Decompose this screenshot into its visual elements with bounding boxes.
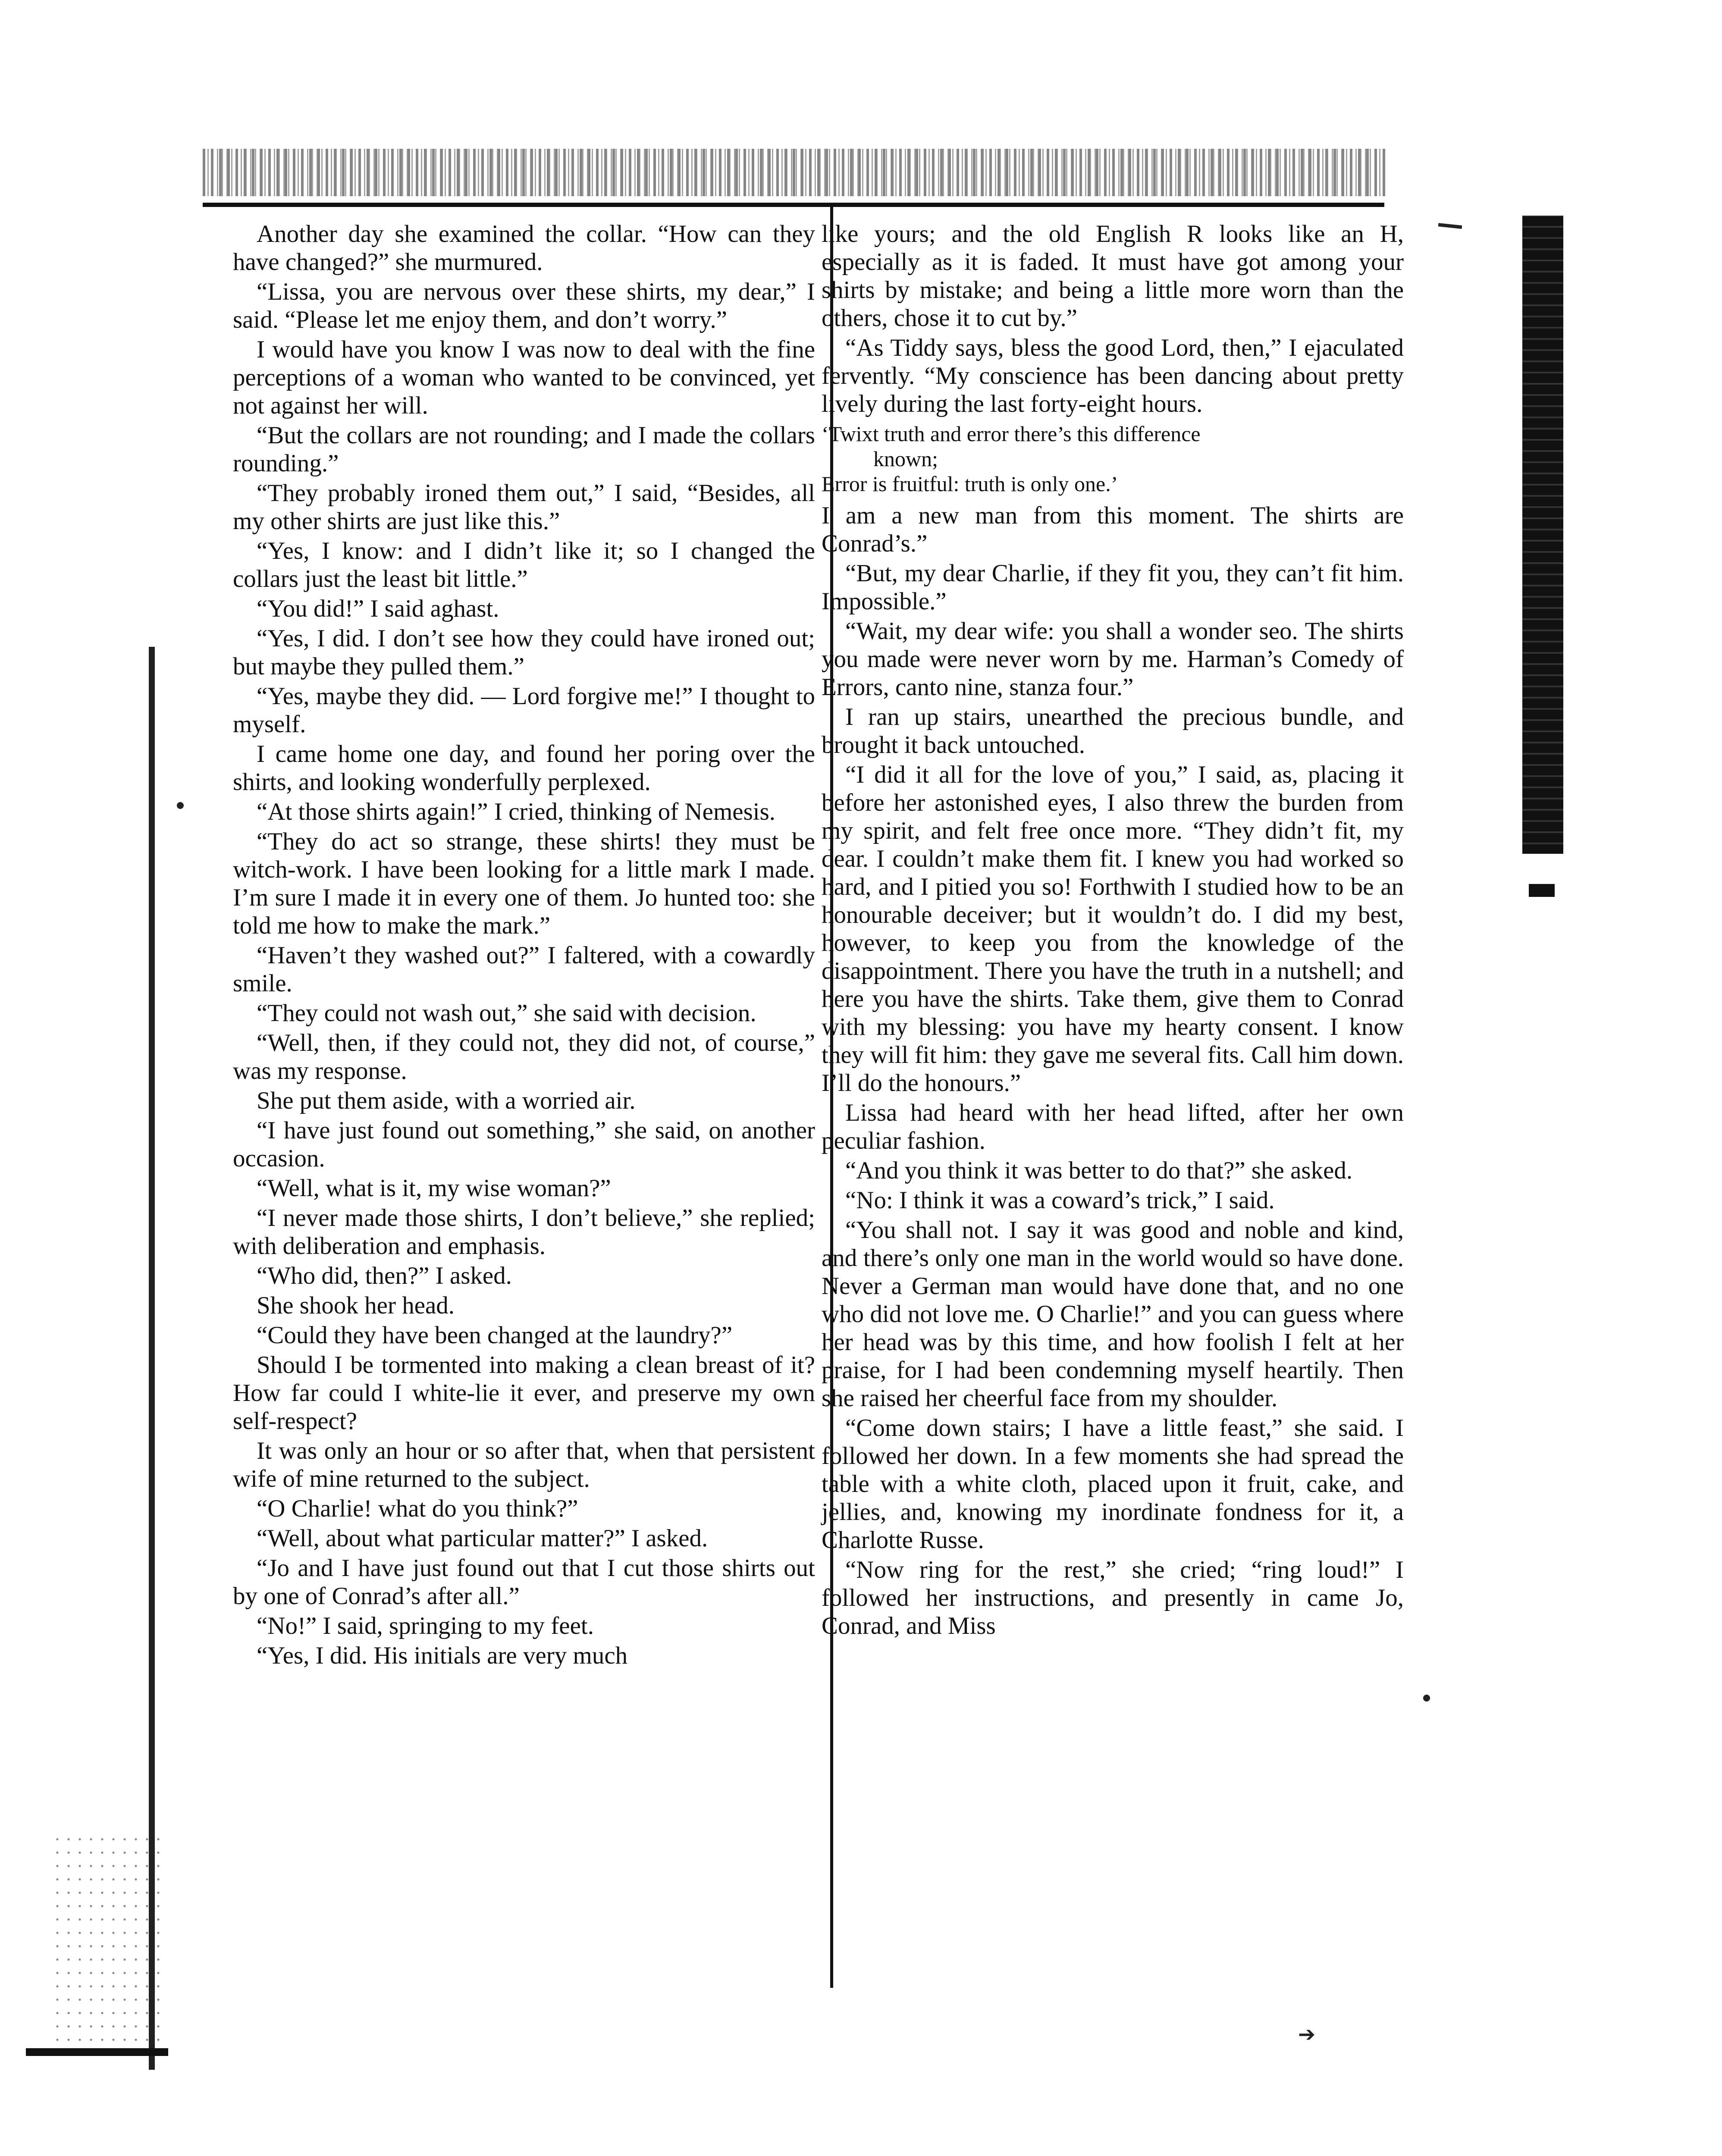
paragraph: “Wait, my dear wife: you shall a wonder seo. The shirts you made were never worn by me. Harman’s Comedy of Errors, canto nine, stanza four.”: [822, 617, 1404, 701]
verse-line: ‘Twixt truth and error there’s this difference: [822, 422, 1201, 446]
paragraph: Should I be tormented into making a clean breast of it? How far could I white-lie it ever, and preserve my own self-respect?: [233, 1351, 815, 1435]
scan-right-bar: [1522, 216, 1563, 854]
paragraph: “Haven’t they washed out?” I faltered, with a cowardly smile.: [233, 942, 815, 997]
paragraph: “As Tiddy says, bless the good Lord, then,” I ejaculated fervently. “My conscience has been dancing about pretty lively during the last forty-eight hours.: [822, 334, 1404, 417]
paragraph: “Yes, maybe they did. — Lord forgive me!” I thought to myself.: [233, 683, 815, 738]
paragraph: “O Charlie! what do you think?”: [257, 1495, 578, 1522]
paragraph: “They probably ironed them out,” I said, “Besides, all my other shirts are just like this.”: [233, 479, 815, 535]
paragraph: “And you think it was better to do that?” she asked.: [845, 1157, 1353, 1184]
margin-mark: [1438, 223, 1462, 229]
verse-line: known;: [873, 447, 938, 471]
paragraph: Another day she examined the collar. “How can they have changed?” she murmured.: [233, 220, 815, 276]
paragraph: She shook her head.: [257, 1292, 455, 1319]
paragraph: “Yes, I did. His initials are very much: [257, 1642, 628, 1669]
paragraph: “I have just found out something,” she said, on another occasion.: [233, 1117, 815, 1172]
paragraph: She put them aside, with a worried air.: [257, 1087, 636, 1114]
paragraph: “Come down stairs; I have a little feast,” she said. I followed her down. In a few moments she had spread the table with a white cloth, placed upon it fruit, cake, and jellies, and, knowing my inordinate fondness for it, a Charlotte Russe.: [822, 1414, 1404, 1554]
paragraph: “I never made those shirts, I don’t believe,” she replied; with deliberation and emphasis.: [233, 1204, 815, 1260]
paragraph: “Well, what is it, my wise woman?”: [257, 1175, 611, 1202]
paragraph: “But the collars are not rounding; and I made the collars rounding.”: [233, 422, 815, 477]
right-column: [822, 220, 1404, 1642]
verse-quote: [822, 421, 1404, 496]
paragraph: like yours; and the old English R looks like an H, especially as it is faded. It must have got among your shirts by mistake; and being a little more worn than the others, chose it to cut by.”: [822, 220, 1404, 332]
paragraph: I am a new man from this moment. The shirts are Conrad’s.”: [822, 502, 1404, 557]
left-column: [233, 220, 815, 1671]
paragraph: “You did!” I said aghast.: [257, 595, 499, 622]
paragraph: I ran up stairs, unearthed the precious bundle, and brought it back untouched.: [822, 703, 1404, 758]
paragraph: Lissa had heard with her head lifted, after her own peculiar fashion.: [822, 1099, 1404, 1154]
header-noise-band: [203, 149, 1389, 196]
paragraph: “But, my dear Charlie, if they fit you, they can’t fit him. Impossible.”: [822, 560, 1404, 615]
paragraph: “I did it all for the love of you,” I said, as, placing it before her astonished eyes, I also threw the burden from my spirit, and felt free once more. “They didn’t fit, my dear. I couldn’t make them fit. I knew you had worked so hard, and I pitied you so! Forthwith I studied how to be an honourable deceiver; but it wouldn’t do. I did my best, however, to keep you from the knowledge of the disappointment. There you have the truth in a nutshell; and here you have the shirts. Take them, give them to Conrad with my blessing: you have my hearty consent. I know they will fit him: they gave me several fits. Call him down. I’ll do the honours.”: [822, 761, 1404, 1097]
paragraph: “Could they have been changed at the laundry?”: [257, 1322, 733, 1349]
paragraph: “Yes, I know: and I didn’t like it; so I changed the collars just the least bit little.”: [233, 537, 815, 592]
scan-foot-rule: [26, 2048, 168, 2056]
paragraph: “Lissa, you are nervous over these shirts, my dear,” I said. “Please let me enjoy them, and don’t worry.”: [233, 278, 815, 333]
paragraph: I came home one day, and found her poring over the shirts, and looking wonderfully perplexed.: [233, 740, 815, 796]
paragraph: “Jo and I have just found out that I cut those shirts out by one of Conrad’s after all.”: [233, 1554, 815, 1610]
paragraph: “You shall not. I say it was good and noble and kind, and there’s only one man in the world would so have done. Never a German man would have done that, and no one who did not love me. O Charlie!” and you can guess where her head was by this time, and how foolish I felt at her praise, for I had been condemning myself heartily. Then she raised her cheerful face from my shoulder.: [822, 1216, 1404, 1412]
paragraph: “Well, then, if they could not, they did not, of course,” was my response.: [233, 1029, 815, 1084]
paragraph: I would have you know I was now to deal with the fine perceptions of a woman who wanted to be convinced, yet not against her will.: [233, 336, 815, 419]
scan-arrow-mark: ➔: [1298, 2023, 1316, 2046]
scan-right-tick: [1529, 884, 1555, 897]
header-rule: [203, 203, 1384, 207]
paragraph: “They do act so strange, these shirts! they must be witch-work. I have been looking for a little mark I made. I’m sure I made it in every one of them. Jo hunted too: she told me how to make the mark.”: [233, 828, 815, 939]
scan-dot: [1423, 1695, 1430, 1702]
paragraph: “Who did, then?” I asked.: [257, 1262, 512, 1289]
scan-dot: [177, 802, 184, 809]
paragraph: “Now ring for the rest,” she cried; “ring loud!” I followed her instructions, and presently in came Jo, Conrad, and Miss: [822, 1556, 1404, 1639]
paragraph: “They could not wash out,” she said with decision.: [257, 1000, 756, 1027]
paragraph: It was only an hour or so after that, when that persistent wife of mine returned to the subject.: [233, 1437, 815, 1492]
scan-noise-specks: [52, 1833, 164, 2057]
paragraph: “No: I think it was a coward’s trick,” I said.: [845, 1187, 1275, 1214]
verse-line: Error is fruitful: truth is only one.’: [822, 472, 1118, 496]
paragraph: “No!” I said, springing to my feet.: [257, 1612, 594, 1639]
paragraph: “At those shirts again!” I cried, thinking of Nemesis.: [257, 798, 776, 825]
paragraph: “Well, about what particular matter?” I asked.: [257, 1525, 708, 1552]
paragraph: “Yes, I did. I don’t see how they could have ironed out; but maybe they pulled them.”: [233, 625, 815, 680]
